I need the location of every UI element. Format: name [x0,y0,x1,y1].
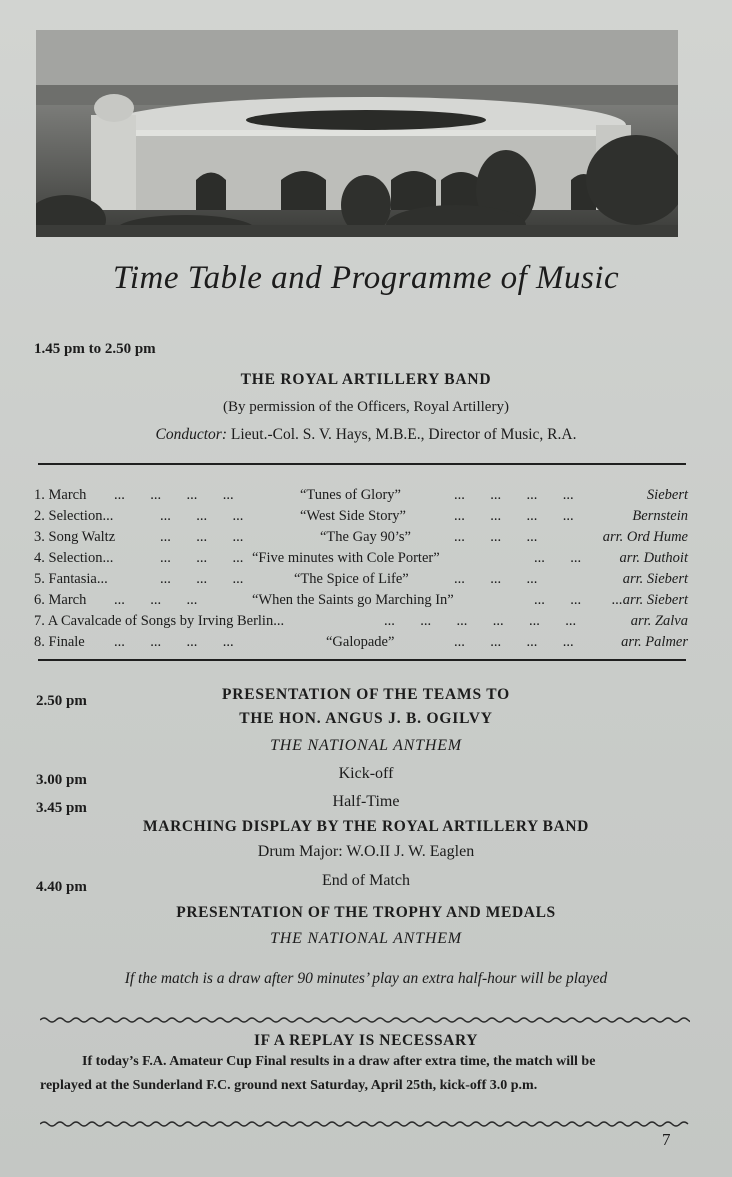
leader-dots: ... ... ... [160,550,244,566]
presentation-guest: THE HON. ANGUS J. B. OGILVY [239,710,493,727]
national-anthem-1: THE NATIONAL ANTHEM [270,737,462,754]
leader-dots: ... ... ... [114,592,198,608]
programme-row [34,571,688,591]
composer: ...arr. Siebert [611,592,688,608]
item-label: 5. Fantasia... [34,571,108,587]
leader-dots: ... ... ... [160,571,244,587]
programme-row [34,592,688,612]
piece-title: “When the Saints go Marching In” [252,592,454,608]
programme-row [34,550,688,570]
draw-note: If the match is a draw after 90 minutes’ play an extra half-hour will be played [124,970,608,987]
programme-row [34,529,688,549]
piece-title: “Tunes of Glory” [300,487,401,503]
leader-dots: ... ... ... ... [454,487,574,503]
leader-dots: ... ... ... ... [114,634,234,650]
item-label: 1. March [34,487,87,503]
time-3-45: 3.45 pm [36,800,87,816]
end-match-label: End of Match [322,872,410,889]
leader-dots: ... ... ... [454,529,538,545]
item-label: 8. Finale [34,634,85,650]
national-anthem-2: THE NATIONAL ANTHEM [270,930,462,947]
marching-display: MARCHING DISPLAY BY THE ROYAL ARTILLERY BAND [143,818,589,835]
conductor-label: Conductor: [155,426,227,443]
piece-title: “Galopade” [326,634,395,650]
permission-note: (By permission of the Officers, Royal Artillery) [223,399,509,415]
stadium-photo [36,30,678,237]
replay-line-1: If today’s F.A. Amateur Cup Final results in a draw after extra time, the match will be [82,1054,596,1069]
composer: arr. Ord Hume [602,529,688,545]
composer: Siebert [646,487,688,503]
divider-top [38,463,686,465]
programme-row [34,487,688,507]
replay-line-2: replayed at the Sunderland F.C. ground next Saturday, April 25th, kick-off 3.0 p.m. [40,1078,538,1093]
band-name: THE ROYAL ARTILLERY BAND [240,371,492,388]
presentation-teams: PRESENTATION OF THE TEAMS TO [222,686,510,703]
replay-heading: IF A REPLAY IS NECESSARY [253,1032,479,1049]
item-label: 3. Song Waltz [34,529,116,545]
piece-title: “Five minutes with Cole Porter” [252,550,440,566]
leader-dots: ... ... ... [160,529,244,545]
page-number: 7 [662,1130,671,1149]
leader-dots: ... ... [534,550,582,566]
piece-title: “The Gay 90’s” [320,529,411,545]
item-label: 6. March [34,592,87,608]
programme-row [34,508,688,528]
leader-dots: ... ... ... ... ... ... [384,613,577,629]
leader-dots: ... ... ... [454,571,538,587]
wavy-divider-bottom [40,1120,690,1128]
divider-bottom [38,659,686,661]
composer: arr. Zalva [630,613,688,629]
item-label: 7. A Cavalcade of Songs by Irving Berlin... [34,613,285,629]
composer: Bernstein [632,508,688,524]
time-2-50: 2.50 pm [36,693,87,709]
piece-title: “West Side Story” [300,508,406,524]
leader-dots: ... ... [534,592,582,608]
trophy-presentation: PRESENTATION OF THE TROPHY AND MEDALS [176,904,556,921]
page-title: Time Table and Programme of Music [112,260,620,296]
kickoff-label: Kick-off [338,765,394,782]
drum-major: Drum Major: W.O.II J. W. Eaglen [257,843,475,860]
time-4-40: 4.40 pm [36,879,87,895]
conductor-line [0,426,732,444]
item-label: 4. Selection... [34,550,114,566]
wavy-divider-top [40,1016,690,1024]
programme-row [34,613,688,633]
conductor-text: Lieut.-Col. S. V. Hays, M.B.E., Director of Music, R.A. [230,426,577,443]
leader-dots: ... ... ... ... [454,634,574,650]
leader-dots: ... ... ... [160,508,244,524]
time-3-00: 3.00 pm [36,772,87,788]
composer: arr. Siebert [622,571,688,587]
leader-dots: ... ... ... ... [454,508,574,524]
composer: arr. Palmer [621,634,688,650]
programme-row [34,634,688,654]
item-label: 2. Selection... [34,508,114,524]
composer: arr. Duthoit [619,550,688,566]
halftime-label: Half-Time [332,793,400,810]
band-time: 1.45 pm to 2.50 pm [34,341,156,357]
piece-title: “The Spice of Life” [294,571,409,587]
leader-dots: ... ... ... ... [114,487,234,503]
